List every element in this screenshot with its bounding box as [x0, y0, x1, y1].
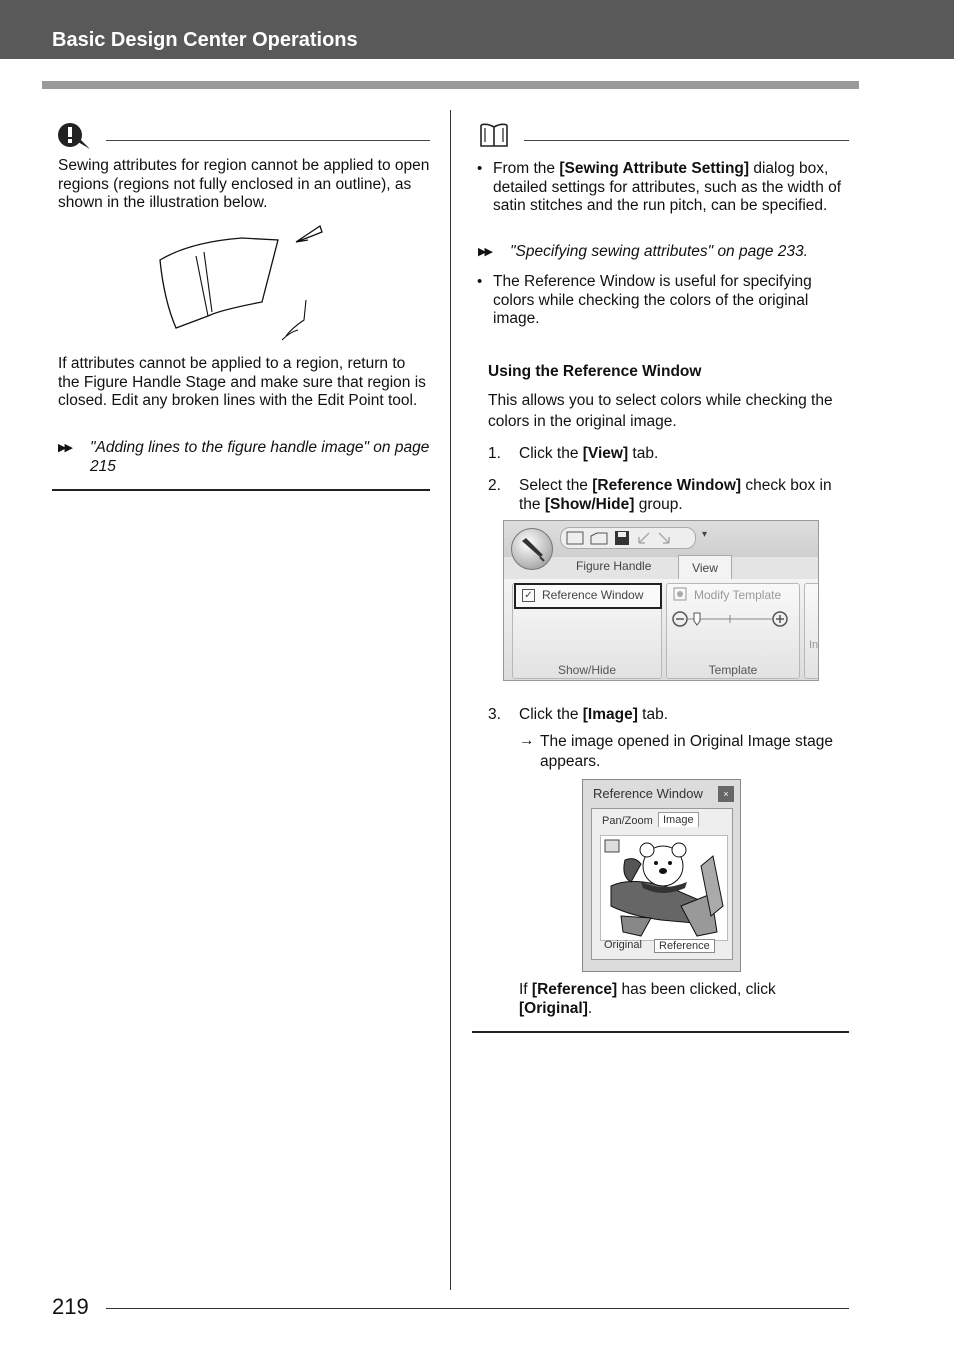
qat-customize-icon[interactable]: ▾ — [702, 529, 708, 540]
section-intro: This allows you to select colors while checking the colors in the original image. — [488, 392, 833, 430]
reference-arrow-icon: ▶▶ — [478, 246, 491, 258]
final-instruction: If [Reference] has been clicked, click [Original]. — [519, 981, 776, 1017]
reference-window-label: Reference Window — [542, 588, 644, 602]
result-arrow-icon: → — [519, 732, 535, 749]
page-title: Basic Design Center Operations — [52, 29, 358, 51]
note-rule — [524, 140, 849, 141]
ribbon-screenshot — [503, 520, 819, 681]
group-label-show-hide: Show/Hide — [557, 663, 617, 677]
section-title: Using the Reference Window — [488, 363, 702, 380]
note-bullet-1: From the [Sewing Attribute Setting] dialog box, detailed settings for attributes, such as the width of satin stitches and the run pitch, can be specified. — [493, 160, 842, 214]
quick-access-toolbar — [560, 527, 696, 549]
tab-image[interactable]: Image — [658, 812, 699, 827]
open-region-illustration — [150, 220, 330, 342]
group-label-template: Template — [708, 663, 758, 677]
reference-window-checkbox[interactable] — [514, 583, 662, 609]
book-icon — [478, 122, 510, 150]
original-image-preview — [600, 835, 728, 941]
modify-template-icon — [673, 587, 689, 603]
bullet-marker: • — [477, 160, 483, 177]
note-reference-link[interactable]: "Specifying sewing attributes" on page 233. — [510, 243, 808, 260]
step-2-number: 2. — [488, 477, 501, 494]
bear-airplane-image — [601, 836, 727, 940]
caution-rule — [106, 140, 430, 141]
app-menu-button[interactable] — [511, 528, 553, 570]
right-section-end — [472, 1031, 849, 1033]
footer-rule — [106, 1308, 849, 1309]
page-number: 219 — [52, 1294, 89, 1319]
caution-followup: If attributes cannot be applied to a region, return to the Figure Handle Stage and make sure that region is closed. Edit any broken lines with the Edit Point tool. — [58, 355, 426, 409]
quick-access-icons — [561, 528, 695, 548]
caution-intro: Sewing attributes for region cannot be applied to open regions (regions not fully enclosed in an outline), as shown in the illustration below. — [58, 157, 430, 211]
checkmark-icon: ✓ — [522, 589, 535, 602]
page-header — [0, 0, 954, 59]
reference-window-screenshot — [582, 779, 741, 972]
reference-arrow-icon: ▶▶ — [58, 442, 71, 454]
bullet-marker: • — [477, 273, 483, 290]
header-rule — [42, 81, 859, 89]
reference-link[interactable]: "Adding lines to the figure handle image" on page 215 — [90, 439, 430, 475]
zoom-slider[interactable] — [670, 609, 792, 629]
left-section-end — [52, 489, 430, 491]
close-icon[interactable]: × — [718, 786, 734, 802]
step-3: Click the [Image] tab. — [519, 706, 669, 723]
note-bullet-2: The Reference Window is useful for specifying colors while checking the colors of the original image. — [493, 273, 812, 327]
pen-icon — [512, 529, 552, 569]
step-3-number: 3. — [488, 706, 501, 723]
column-divider — [450, 110, 451, 1290]
tab-view[interactable]: View — [678, 555, 732, 580]
cut-off-label: In — [809, 639, 819, 651]
step-2: Select the [Reference Window] check box in the [Show/Hide] group. — [519, 477, 832, 513]
original-button[interactable]: Original — [604, 939, 642, 951]
step-1: Click the [View] tab. — [519, 445, 659, 462]
tab-figure-handle[interactable]: Figure Handle — [576, 559, 652, 573]
reference-button[interactable]: Reference — [654, 939, 715, 953]
caution-icon — [56, 122, 92, 150]
tab-pan-zoom[interactable]: Pan/Zoom — [602, 815, 653, 827]
reference-window-title: Reference Window — [593, 786, 703, 801]
step-3-result: The image opened in Original Image stage appears. — [540, 733, 833, 770]
step-1-number: 1. — [488, 445, 501, 462]
cut-off-group — [804, 583, 819, 679]
reference-window-panel — [591, 808, 733, 960]
modify-template-button[interactable]: Modify Template — [694, 588, 782, 602]
